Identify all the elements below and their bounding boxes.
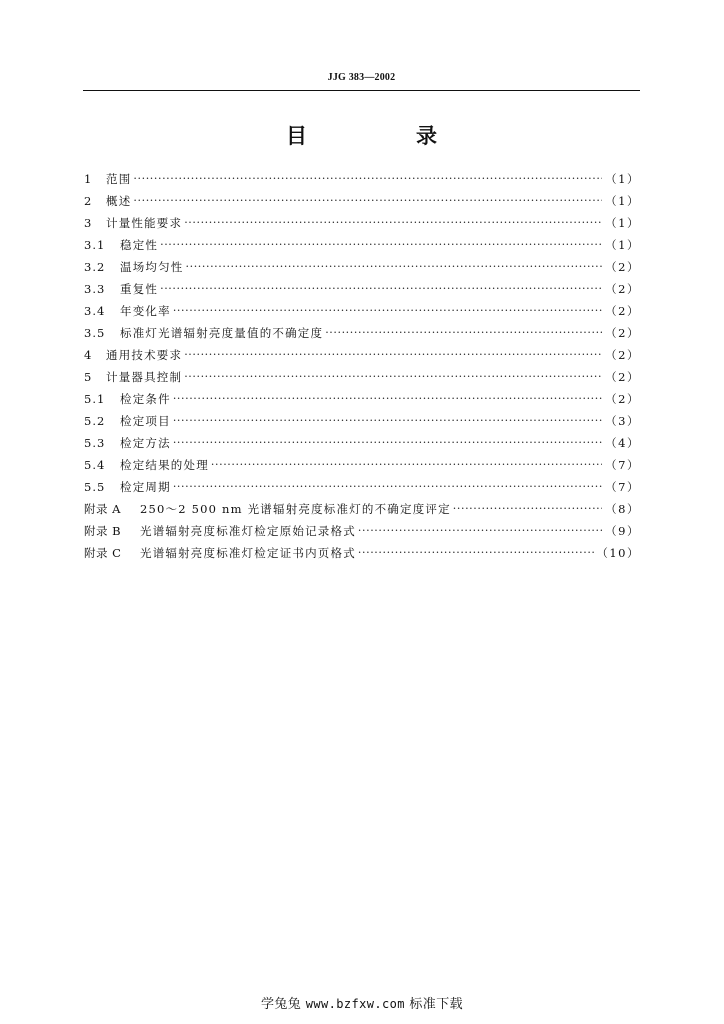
footer-suffix: 标准下载 bbox=[409, 997, 464, 1012]
toc-dot-leader bbox=[173, 300, 602, 322]
toc-entry-title: 计量性能要求 bbox=[106, 216, 183, 230]
toc-entry-page: （1） bbox=[605, 172, 640, 186]
toc-dot-leader bbox=[184, 344, 602, 366]
toc-entry[interactable] bbox=[84, 366, 640, 388]
toc-entry-title: 检定条件 bbox=[120, 392, 171, 406]
toc-entry[interactable] bbox=[84, 278, 640, 300]
toc-entry-number: 2 bbox=[84, 194, 93, 208]
toc-entry-title: 重复性 bbox=[120, 282, 159, 296]
toc-entry[interactable] bbox=[84, 190, 640, 212]
toc-dot-leader bbox=[453, 498, 602, 520]
toc-dot-leader bbox=[173, 476, 602, 498]
toc-entry[interactable] bbox=[84, 520, 640, 542]
toc-dot-leader bbox=[358, 542, 594, 564]
toc-entry-number: 3.4 bbox=[84, 304, 106, 318]
toc-entry-title: 温场均匀性 bbox=[120, 260, 184, 274]
toc-entry-page: （1） bbox=[605, 216, 640, 230]
toc-entry-page: （2） bbox=[605, 326, 640, 340]
toc-dot-leader bbox=[186, 256, 603, 278]
toc-entry-title: 检定周期 bbox=[120, 480, 171, 494]
toc-entry-title: 概述 bbox=[106, 194, 132, 208]
toc-entry[interactable] bbox=[84, 498, 640, 520]
toc-entry-number: 5.2 bbox=[84, 414, 106, 428]
toc-entry[interactable] bbox=[84, 168, 640, 190]
toc-entry-title: 年变化率 bbox=[120, 304, 171, 318]
toc-title: 目 录 bbox=[286, 124, 481, 148]
toc-entry-number: 5.3 bbox=[84, 436, 106, 450]
toc-entry-title: 检定方法 bbox=[120, 436, 171, 450]
toc-dot-leader bbox=[160, 278, 602, 300]
toc-entry-title: 稳定性 bbox=[120, 238, 159, 252]
toc-dot-leader bbox=[173, 388, 602, 410]
toc-entry-title: 250～2 500 nm 光谱辐射亮度标准灯的不确定度评定 bbox=[140, 502, 451, 516]
toc-entry-page: （1） bbox=[605, 194, 640, 208]
toc-entry[interactable] bbox=[84, 322, 640, 344]
toc-entry-title: 检定项目 bbox=[120, 414, 171, 428]
toc-entry-page: （7） bbox=[605, 480, 640, 494]
toc-dot-leader bbox=[184, 212, 602, 234]
toc-entry-number: 附录 A bbox=[84, 502, 121, 516]
toc-entry-number: 3.1 bbox=[84, 238, 106, 252]
toc-entry-title: 光谱辐射亮度标准灯检定原始记录格式 bbox=[140, 524, 356, 538]
toc-entry-number: 5.1 bbox=[84, 392, 106, 406]
toc-entry-page: （2） bbox=[605, 370, 640, 384]
toc-entry-number: 3 bbox=[84, 216, 93, 230]
toc-entry-page: （2） bbox=[605, 260, 640, 274]
toc-dot-leader bbox=[325, 322, 602, 344]
toc-entry-title: 光谱辐射亮度标准灯检定证书内页格式 bbox=[140, 546, 356, 560]
document-code-header: JJG 383—2002 bbox=[327, 72, 396, 83]
toc-dot-leader bbox=[358, 520, 602, 542]
toc-entry[interactable] bbox=[84, 256, 640, 278]
toc-entry-page: （10） bbox=[596, 546, 640, 560]
toc-dot-leader bbox=[211, 454, 602, 476]
toc-entry[interactable] bbox=[84, 432, 640, 454]
toc-entry[interactable] bbox=[84, 300, 640, 322]
toc-entry-number: 5.5 bbox=[84, 480, 106, 494]
toc-entry-number: 4 bbox=[84, 348, 93, 362]
toc-dot-leader bbox=[133, 168, 602, 190]
footer bbox=[0, 993, 724, 1012]
toc-entry-page: （2） bbox=[605, 348, 640, 362]
toc-entry-number: 3.3 bbox=[84, 282, 106, 296]
toc-entry-page: （9） bbox=[605, 524, 640, 538]
toc-entry-title: 计量器具控制 bbox=[106, 370, 183, 384]
toc-entry[interactable] bbox=[84, 344, 640, 366]
header-rule bbox=[83, 90, 640, 91]
toc-entry[interactable] bbox=[84, 410, 640, 432]
toc-entry-number: 3.5 bbox=[84, 326, 106, 340]
footer-url[interactable]: www.bzfxw.com bbox=[305, 997, 405, 1011]
toc-dot-leader bbox=[160, 234, 602, 256]
toc-dot-leader bbox=[173, 432, 602, 454]
toc-entry-title: 检定结果的处理 bbox=[120, 458, 209, 472]
toc-entry-page: （7） bbox=[605, 458, 640, 472]
toc-entry-title: 标准灯光谱辐射亮度量值的不确定度 bbox=[120, 326, 324, 340]
toc-entry-title: 通用技术要求 bbox=[106, 348, 183, 362]
toc-entry-page: （2） bbox=[605, 282, 640, 296]
toc-entry[interactable] bbox=[84, 388, 640, 410]
toc-entry-page: （3） bbox=[605, 414, 640, 428]
toc-entry-number: 3.2 bbox=[84, 260, 106, 274]
toc-entry-number: 5.4 bbox=[84, 458, 106, 472]
toc-entry-title: 范围 bbox=[106, 172, 132, 186]
toc-dot-leader bbox=[184, 366, 602, 388]
toc-entry-page: （4） bbox=[605, 436, 640, 450]
footer-brand: 学兔兔 bbox=[260, 997, 302, 1012]
toc-entry-page: （2） bbox=[605, 392, 640, 406]
toc-entry[interactable] bbox=[84, 542, 640, 564]
toc-dot-leader bbox=[173, 410, 602, 432]
toc-entry-number: 附录 B bbox=[84, 524, 122, 538]
toc-entry-number: 5 bbox=[84, 370, 93, 384]
table-of-contents bbox=[84, 168, 640, 564]
toc-entry-number: 附录 C bbox=[84, 546, 122, 560]
toc-entry[interactable] bbox=[84, 454, 640, 476]
toc-entry-page: （8） bbox=[605, 502, 640, 516]
toc-entry-page: （2） bbox=[605, 304, 640, 318]
toc-entry[interactable] bbox=[84, 234, 640, 256]
toc-dot-leader bbox=[133, 190, 602, 212]
toc-entry-page: （1） bbox=[605, 238, 640, 252]
toc-entry-number: 1 bbox=[84, 172, 93, 186]
toc-entry[interactable] bbox=[84, 476, 640, 498]
toc-entry[interactable] bbox=[84, 212, 640, 234]
